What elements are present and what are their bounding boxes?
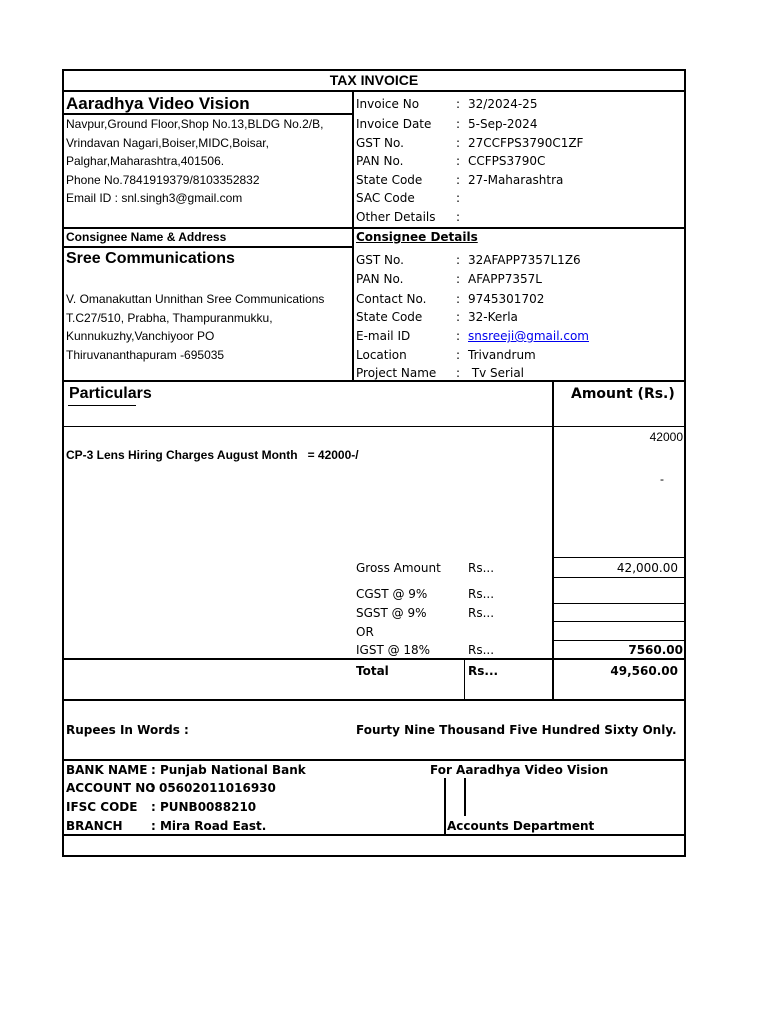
project-name-value: Tv Serial — [468, 366, 525, 380]
total-value: 49,560.00 — [610, 664, 678, 678]
border-bottom — [62, 855, 686, 857]
signature-department: Accounts Department — [447, 819, 595, 833]
detail-separator: : — [456, 210, 461, 224]
seller-address-line: Palghar,Maharashtra,401506. — [66, 154, 225, 168]
bank-bottom-divider — [62, 834, 686, 836]
line-item-dash: - — [660, 472, 664, 486]
particulars-header: Particulars — [69, 385, 152, 402]
or-label: OR — [356, 625, 374, 639]
igst-label: IGST @ 18% — [356, 643, 431, 657]
branch-label: BRANCH — [66, 819, 123, 833]
border-left — [62, 69, 64, 857]
line-item-amount: 42000 — [649, 430, 683, 444]
detail-separator: : — [456, 154, 461, 168]
consignee-address-line: V. Omanakuttan Unnithan Sree Communications — [66, 292, 325, 306]
detail-separator: : — [456, 366, 461, 380]
invoice-date-label: Invoice Date — [356, 117, 432, 131]
consignee-address-line: Kunnukuzhy,Vanchiyoor PO — [66, 329, 215, 343]
amount-header: Amount (Rs.) — [571, 386, 675, 402]
detail-separator: : — [456, 253, 461, 267]
consignee-state-value: 32-Kerla — [468, 310, 518, 324]
signature-bar — [444, 778, 446, 834]
seller-name: Aaradhya Video Vision — [66, 94, 250, 113]
igst-value: 7560.00 — [628, 643, 683, 657]
total-top-divider — [62, 658, 686, 660]
border-right — [684, 69, 686, 857]
signature-bar — [464, 778, 466, 816]
words-bottom-divider — [62, 759, 686, 761]
consignee-contact-value: 9745301702 — [468, 292, 545, 306]
igst-rs: Rs... — [468, 643, 495, 657]
detail-separator: : — [456, 173, 461, 187]
cgst-label: CGST @ 9% — [356, 587, 428, 601]
state-code-value: 27-Maharashtra — [468, 173, 564, 187]
invoice-no-value: 32/2024-25 — [468, 97, 538, 111]
consignee-gst-label: GST No. — [356, 253, 404, 267]
state-code-label: State Code — [356, 173, 423, 187]
particulars-top-divider — [62, 380, 686, 382]
other-details-label: Other Details — [356, 210, 436, 224]
ifsc-code-label: IFSC CODE — [66, 800, 138, 814]
seller-email: Email ID : snl.singh3@gmail.com — [66, 191, 243, 205]
consignee-pan-value: AFAPP7357L — [468, 272, 542, 286]
invoice-no-label: Invoice No — [356, 97, 420, 111]
consignee-header-divider — [62, 246, 353, 248]
consignee-top-divider — [62, 227, 686, 229]
gross-amount-label: Gross Amount — [356, 561, 441, 575]
seller-address-line: Navpur,Ground Floor,Shop No.13,BLDG No.2/B, — [66, 117, 324, 131]
detail-separator: : — [456, 191, 461, 205]
line-item-description: CP-3 Lens Hiring Charges August Month = 42000-/ — [66, 448, 359, 462]
branch-value: : Mira Road East. — [151, 819, 267, 833]
gst-no-value: 27CCFPS3790C1ZF — [468, 136, 584, 150]
pan-no-label: PAN No. — [356, 154, 404, 168]
detail-separator: : — [456, 272, 461, 286]
seller-name-divider — [62, 113, 353, 115]
consignee-address-line: Thiruvananthapuram -695035 — [66, 348, 225, 362]
seller-phone: Phone No.7841919379/8103352832 — [66, 173, 260, 187]
amount-box-line — [552, 577, 685, 578]
signature-for-text: For Aaradhya Video Vision — [430, 763, 609, 777]
title-divider — [62, 90, 686, 92]
detail-separator: : — [456, 292, 461, 306]
consignee-location-label: Location — [356, 348, 407, 362]
consignee-details-header: Consignee Details — [356, 230, 478, 244]
consignee-state-label: State Code — [356, 310, 423, 324]
sac-code-label: SAC Code — [356, 191, 415, 205]
rupees-in-words-label: Rupees In Words : — [66, 723, 189, 737]
amount-box-line — [552, 640, 685, 641]
detail-separator: : — [456, 97, 461, 111]
amount-box-line — [552, 621, 685, 622]
amount-column-divider — [552, 380, 554, 700]
detail-separator: : — [456, 310, 461, 324]
consignee-pan-label: PAN No. — [356, 272, 404, 286]
header-column-divider — [352, 90, 354, 380]
consignee-email-link[interactable]: snsreeji@gmail.com — [468, 329, 589, 343]
detail-separator: : — [456, 136, 461, 150]
amount-box-line — [552, 557, 685, 558]
project-name-label: Project Name — [356, 366, 437, 380]
consignee-gst-value: 32AFAPP7357L1Z6 — [468, 253, 581, 267]
rupees-in-words-value: Fourty Nine Thousand Five Hundred Sixty Only. — [356, 723, 677, 737]
sgst-rs: Rs... — [468, 606, 495, 620]
consignee-header: Consignee Name & Address — [66, 230, 227, 244]
gross-amount-value: 42,000.00 — [616, 561, 678, 575]
consignee-address-line: T.C27/510, Prabha, Thampuranmukku, — [66, 311, 273, 325]
pan-no-value: CCFPS3790C — [468, 154, 546, 168]
cgst-rs: Rs... — [468, 587, 495, 601]
detail-separator: : — [456, 348, 461, 362]
detail-separator: : — [456, 117, 461, 131]
seller-address-line: Vrindavan Nagari,Boiser,MIDC,Boisar, — [66, 136, 269, 150]
bank-name-value: : Punjab National Bank — [151, 763, 306, 777]
consignee-location-value: Trivandrum — [468, 348, 536, 362]
consignee-email-label: E-mail ID — [356, 329, 411, 343]
ifsc-code-value: : PUNB0088210 — [151, 800, 257, 814]
consignee-name: Sree Communications — [66, 250, 235, 267]
total-rs: Rs... — [468, 664, 499, 678]
account-no-label: ACCOUNT NO — [66, 781, 156, 795]
amount-box-line — [552, 603, 685, 604]
detail-separator: : — [456, 329, 461, 343]
border-top — [62, 69, 686, 71]
invoice-date-value: 5-Sep-2024 — [468, 117, 538, 131]
document-title: TAX INVOICE — [329, 72, 419, 88]
gross-amount-rs: Rs... — [468, 561, 495, 575]
consignee-contact-label: Contact No. — [356, 292, 427, 306]
account-no-value: : 05602011016930 — [150, 781, 276, 795]
total-bottom-divider — [62, 699, 686, 701]
total-rs-divider — [464, 658, 465, 700]
particulars-underline — [68, 405, 136, 406]
sgst-label: SGST @ 9% — [356, 606, 427, 620]
total-label: Total — [356, 664, 389, 678]
gst-no-label: GST No. — [356, 136, 404, 150]
particulars-header-divider — [62, 426, 686, 427]
bank-name-label: BANK NAME — [66, 763, 148, 777]
